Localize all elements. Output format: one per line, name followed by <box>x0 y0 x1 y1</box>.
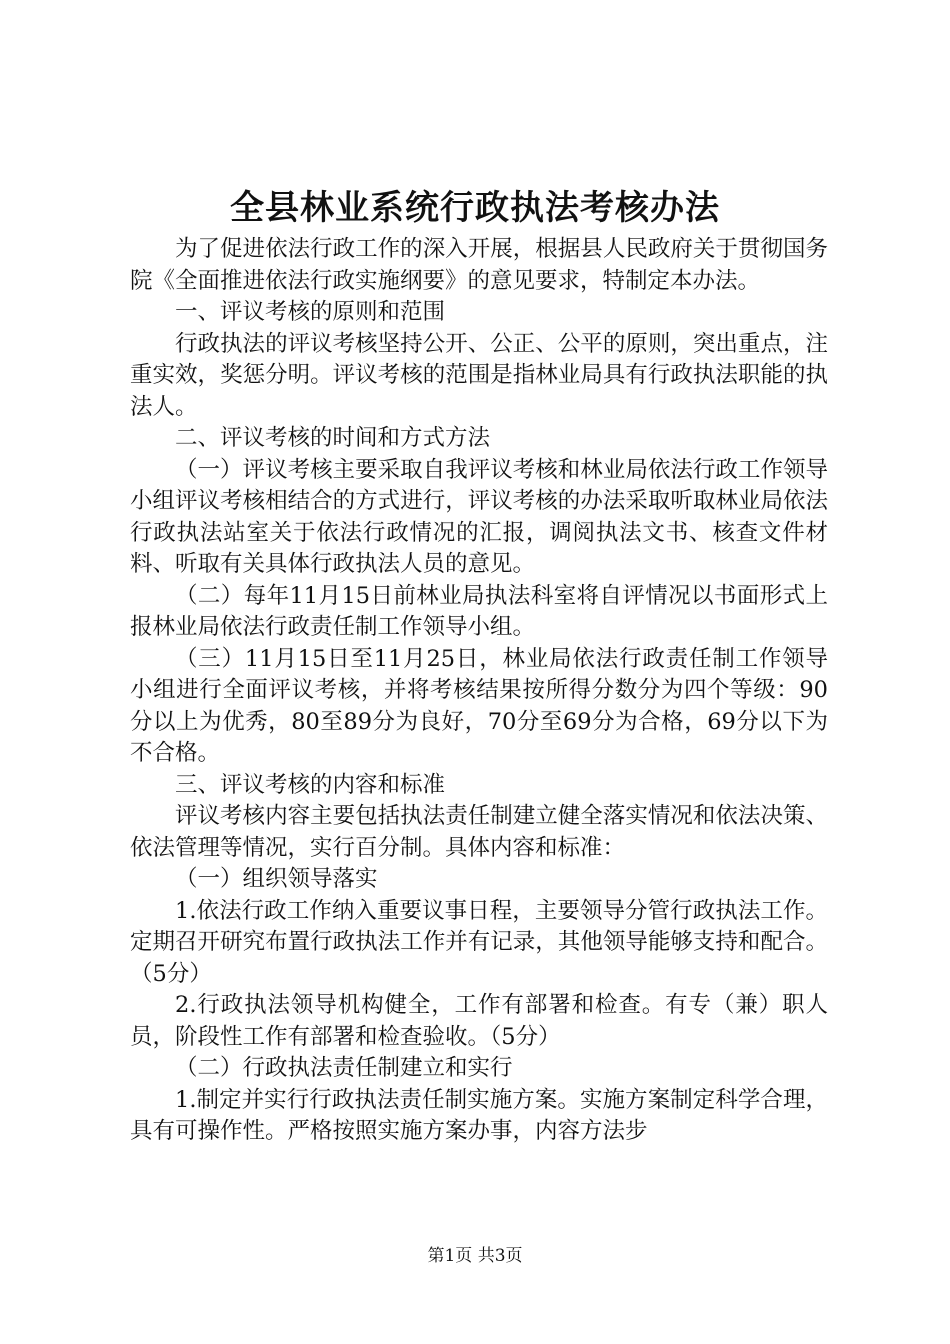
paragraph: 评议考核内容主要包括执法责任制建立健全落实情况和依法决策、依法管理等情况，实行百分制。具体内容和标准： <box>130 803 828 861</box>
paragraph: 二、评议考核的时间和方式方法 <box>175 425 491 451</box>
page-footer: 第1页 共3页 <box>427 1246 523 1266</box>
paragraph: 1.制定并实行行政执法责任制实施方案。实施方案制定科学合理，具有可操作性。严格按照实施方案办事，内容方法步 <box>130 1086 828 1144</box>
paragraph: 为了促进依法行政工作的深入开展，根据县人民政府关于贯彻国务院《全面推进依法行政实施纲要》的意见要求，特制定本办法。 <box>130 236 828 294</box>
paragraph: （一）评议考核主要采取自我评议考核和林业局依法行政工作领导小组评议考核相结合的方式进行，评议考核的办法采取听取林业局依法行政执法站室关于依法行政情况的汇报，调阅执法文书、核查文件材料、听取有关具体行政执法人员的意见。 <box>130 456 828 577</box>
paragraph: 2.行政执法领导机构健全，工作有部署和检查。有专（兼）职人员，阶段性工作有部署和检查验收。（5分） <box>130 992 828 1050</box>
paragraph: （三）11月15日至11月25日，林业局依法行政责任制工作领导小组进行全面评议考核，并将考核结果按所得分数分为四个等级：90分以上为优秀，80至89分为良好，70分至69分为合格，69分以下为不合格。 <box>130 645 828 766</box>
paragraph: 1.依法行政工作纳入重要议事日程，主要领导分管行政执法工作。定期召开研究布置行政执法工作并有记录，其他领导能够支持和配合。（5分） <box>130 897 828 987</box>
paragraph: 行政执法的评议考核坚持公开、公正、公平的原则，突出重点，注重实效，奖惩分明。评议考核的范围是指林业局具有行政执法职能的执法人。 <box>130 330 828 420</box>
paragraph: （一）组织领导落实 <box>175 866 378 892</box>
document-body <box>130 234 828 1148</box>
paragraph: 一、评议考核的原则和范围 <box>175 299 446 325</box>
document-title: 全县林业系统行政执法考核办法 <box>230 188 720 228</box>
paragraph: （二）每年11月15日前林业局执法科室将自评情况以书面形式上报林业局依法行政责任制工作领导小组。 <box>130 582 828 640</box>
paragraph: （二）行政执法责任制建立和实行 <box>175 1055 513 1081</box>
paragraph: 三、评议考核的内容和标准 <box>175 771 446 798</box>
